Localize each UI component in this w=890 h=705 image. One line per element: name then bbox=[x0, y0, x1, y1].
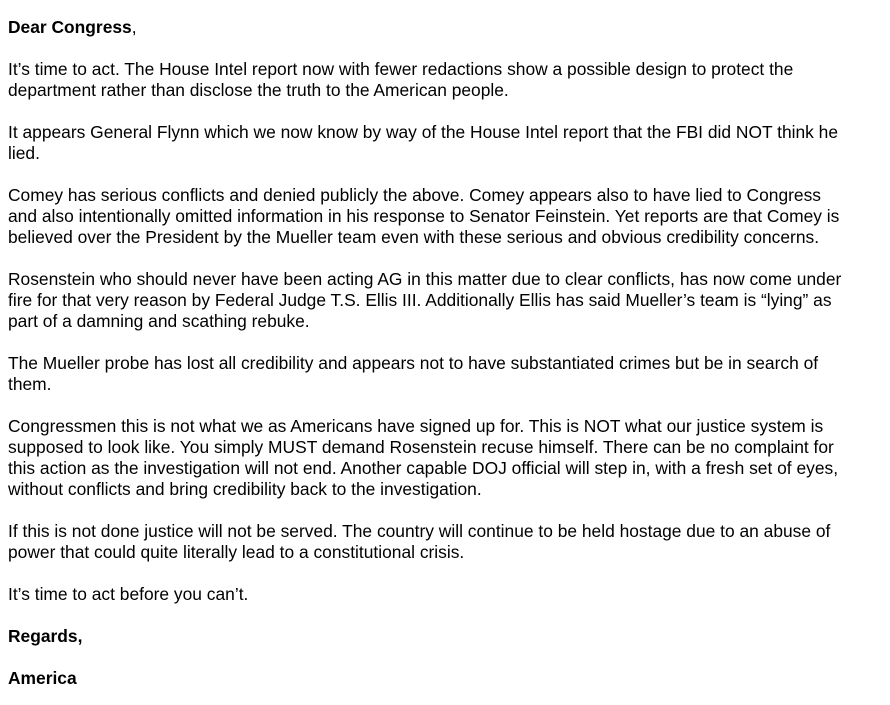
paragraph-line: part of a damning and scathing rebuke. bbox=[8, 311, 310, 331]
paragraph-line: fire for that very reason by Federal Judge T.S. Ellis III. Additionally Ellis has said Mueller’s team is “lying” as bbox=[8, 290, 832, 310]
paragraph-4 bbox=[8, 269, 882, 332]
paragraph-line: without conflicts and bring credibility back to the investigation. bbox=[8, 479, 482, 499]
closing: Regards, bbox=[8, 626, 83, 646]
paragraph-line: Congressmen this is not what we as Americans have signed up for. This is NOT what our justice system is bbox=[8, 416, 824, 436]
paragraph-line: power that could quite literally lead to a constitutional crisis. bbox=[8, 542, 465, 562]
paragraph-line: If this is not done justice will not be served. The country will continue to be held hostage due to an abuse of bbox=[8, 521, 831, 541]
salutation-comma: , bbox=[131, 17, 137, 37]
paragraph-line: It’s time to act before you can’t. bbox=[8, 584, 249, 604]
paragraph-line: Comey has serious conflicts and denied publicly the above. Comey appears also to have lied to Congress bbox=[8, 185, 821, 205]
paragraph-line: It’s time to act. The House Intel report now with fewer redactions show a possible design to protect the bbox=[8, 59, 794, 79]
paragraph-2 bbox=[8, 122, 882, 164]
salutation-text: Dear Congress bbox=[8, 17, 132, 37]
paragraph-1 bbox=[8, 59, 882, 101]
paragraph-line: lied. bbox=[8, 143, 40, 163]
paragraph-line: department rather than disclose the truth to the American people. bbox=[8, 80, 509, 100]
paragraph-7 bbox=[8, 521, 882, 563]
salutation bbox=[8, 17, 882, 38]
paragraph-6 bbox=[8, 416, 882, 500]
paragraph-line: supposed to look like. You simply MUST demand Rosenstein recuse himself. There can be no complaint for bbox=[8, 437, 834, 457]
signature: America bbox=[8, 668, 77, 688]
paragraph-8 bbox=[8, 584, 882, 605]
paragraph-line: them. bbox=[8, 374, 52, 394]
paragraph-line: Rosenstein who should never have been acting AG in this matter due to clear conflicts, has now come under bbox=[8, 269, 842, 289]
paragraph-line: and also intentionally omitted information in his response to Senator Feinstein. Yet reports are that Comey is bbox=[8, 206, 840, 226]
paragraph-line: The Mueller probe has lost all credibility and appears not to have substantiated crimes but be in search of bbox=[8, 353, 819, 373]
paragraph-line: believed over the President by the Mueller team even with these serious and obvious credibility concerns. bbox=[8, 227, 820, 247]
paragraph-3 bbox=[8, 185, 882, 248]
paragraph-line: this action as the investigation will not end. Another capable DOJ official will step in, with a fresh set of eyes, bbox=[8, 458, 839, 478]
paragraph-5 bbox=[8, 353, 882, 395]
paragraph-line: It appears General Flynn which we now know by way of the House Intel report that the FBI did NOT think he bbox=[8, 122, 839, 142]
